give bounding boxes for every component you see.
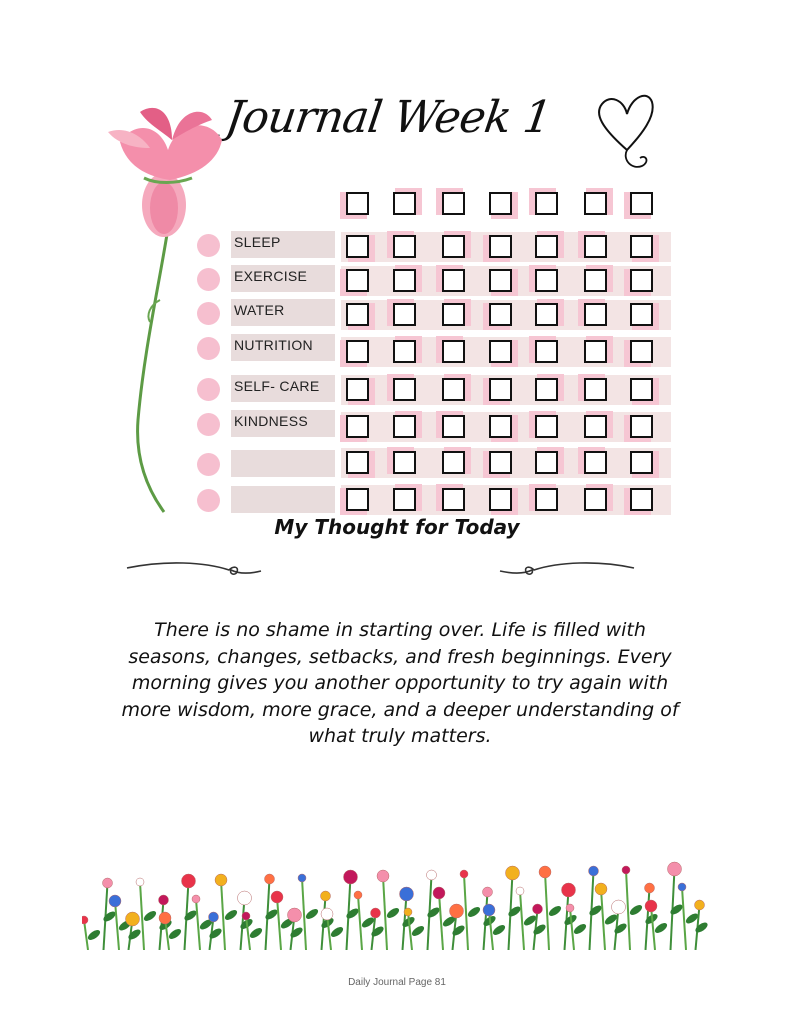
day-header-checkbox[interactable]	[584, 192, 607, 215]
habit-checkbox[interactable]	[535, 235, 558, 258]
habit-checkbox[interactable]	[584, 303, 607, 326]
habit-checkbox[interactable]	[630, 269, 653, 292]
habit-checkbox[interactable]	[489, 269, 512, 292]
wildflower-border-icon	[82, 852, 712, 950]
habit-checkbox[interactable]	[630, 451, 653, 474]
habit-checkbox[interactable]	[442, 488, 465, 511]
habit-checkbox[interactable]	[346, 303, 369, 326]
page-title: Journal Week 1	[222, 92, 555, 143]
habit-checkbox[interactable]	[489, 415, 512, 438]
habit-checkbox[interactable]	[535, 303, 558, 326]
habit-checkbox[interactable]	[442, 340, 465, 363]
habit-checkbox[interactable]	[489, 378, 512, 401]
row-label: NUTRITION	[231, 334, 335, 361]
habit-checkbox[interactable]	[489, 235, 512, 258]
habit-checkbox[interactable]	[535, 340, 558, 363]
habit-checkbox[interactable]	[630, 415, 653, 438]
day-header-checkbox[interactable]	[442, 192, 465, 215]
row-label: KINDNESS	[231, 410, 335, 437]
row-dot	[197, 268, 220, 291]
day-header-checkbox[interactable]	[346, 192, 369, 215]
habit-checkbox[interactable]	[346, 451, 369, 474]
row-label	[231, 450, 335, 477]
habit-checkbox[interactable]	[630, 235, 653, 258]
day-header-checkbox[interactable]	[489, 192, 512, 215]
habit-checkbox[interactable]	[584, 269, 607, 292]
row-label: SLEEP	[231, 231, 335, 258]
habit-checkbox[interactable]	[346, 235, 369, 258]
habit-checkbox[interactable]	[535, 451, 558, 474]
habit-checkbox[interactable]	[442, 415, 465, 438]
habit-checkbox[interactable]	[393, 269, 416, 292]
row-label: WATER	[231, 299, 335, 326]
habit-checkbox[interactable]	[584, 378, 607, 401]
habit-checkbox[interactable]	[393, 235, 416, 258]
row-label: EXERCISE	[231, 265, 335, 292]
row-dot	[197, 337, 220, 360]
heart-doodle-icon	[592, 88, 662, 183]
day-header-checkbox[interactable]	[393, 192, 416, 215]
row-label: SELF- CARE	[231, 375, 335, 402]
habit-checkbox[interactable]	[535, 378, 558, 401]
habit-checkbox[interactable]	[393, 340, 416, 363]
habit-checkbox[interactable]	[346, 488, 369, 511]
habit-checkbox[interactable]	[630, 378, 653, 401]
habit-checkbox[interactable]	[584, 451, 607, 474]
habit-checkbox[interactable]	[393, 378, 416, 401]
habit-checkbox[interactable]	[489, 303, 512, 326]
habit-checkbox[interactable]	[393, 415, 416, 438]
row-dot	[197, 302, 220, 325]
habit-checkbox[interactable]	[630, 488, 653, 511]
habit-checkbox[interactable]	[489, 488, 512, 511]
row-dot	[197, 234, 220, 257]
day-header-checkbox[interactable]	[535, 192, 558, 215]
habit-checkbox[interactable]	[584, 340, 607, 363]
habit-checkbox[interactable]	[535, 415, 558, 438]
row-dot	[197, 453, 220, 476]
row-dot	[197, 378, 220, 401]
habit-checkbox[interactable]	[535, 488, 558, 511]
habit-checkbox[interactable]	[346, 269, 369, 292]
row-dot	[197, 413, 220, 436]
habit-checkbox[interactable]	[442, 303, 465, 326]
habit-checkbox[interactable]	[489, 340, 512, 363]
habit-checkbox[interactable]	[489, 451, 512, 474]
habit-checkbox[interactable]	[346, 378, 369, 401]
habit-checkbox[interactable]	[393, 451, 416, 474]
habit-checkbox[interactable]	[442, 269, 465, 292]
thought-title: My Thought for Today	[274, 515, 520, 539]
habit-checkbox[interactable]	[393, 488, 416, 511]
habit-checkbox[interactable]	[584, 488, 607, 511]
habit-checkbox[interactable]	[630, 303, 653, 326]
page-footer: Daily Journal Page 81	[348, 977, 446, 988]
habit-checkbox[interactable]	[393, 303, 416, 326]
habit-checkbox[interactable]	[346, 340, 369, 363]
habit-checkbox[interactable]	[346, 415, 369, 438]
quote-text: There is no shame in starting over. Life is filled with seasons, changes, setbacks, and fresh beginnings. Every morning gives you another opportunity to try again with more wisdom, more grace, and a deeper understanding of what truly matters.	[121, 619, 679, 747]
row-label	[231, 486, 335, 513]
habit-checkbox[interactable]	[442, 235, 465, 258]
row-dot	[197, 489, 220, 512]
day-header-checkbox[interactable]	[630, 192, 653, 215]
habit-checkbox[interactable]	[535, 269, 558, 292]
swirl-divider-icon	[498, 558, 638, 580]
habit-checkbox[interactable]	[584, 415, 607, 438]
habit-checkbox[interactable]	[630, 340, 653, 363]
habit-checkbox[interactable]	[442, 451, 465, 474]
habit-checkbox[interactable]	[584, 235, 607, 258]
swirl-divider-icon	[125, 558, 265, 580]
habit-checkbox[interactable]	[442, 378, 465, 401]
